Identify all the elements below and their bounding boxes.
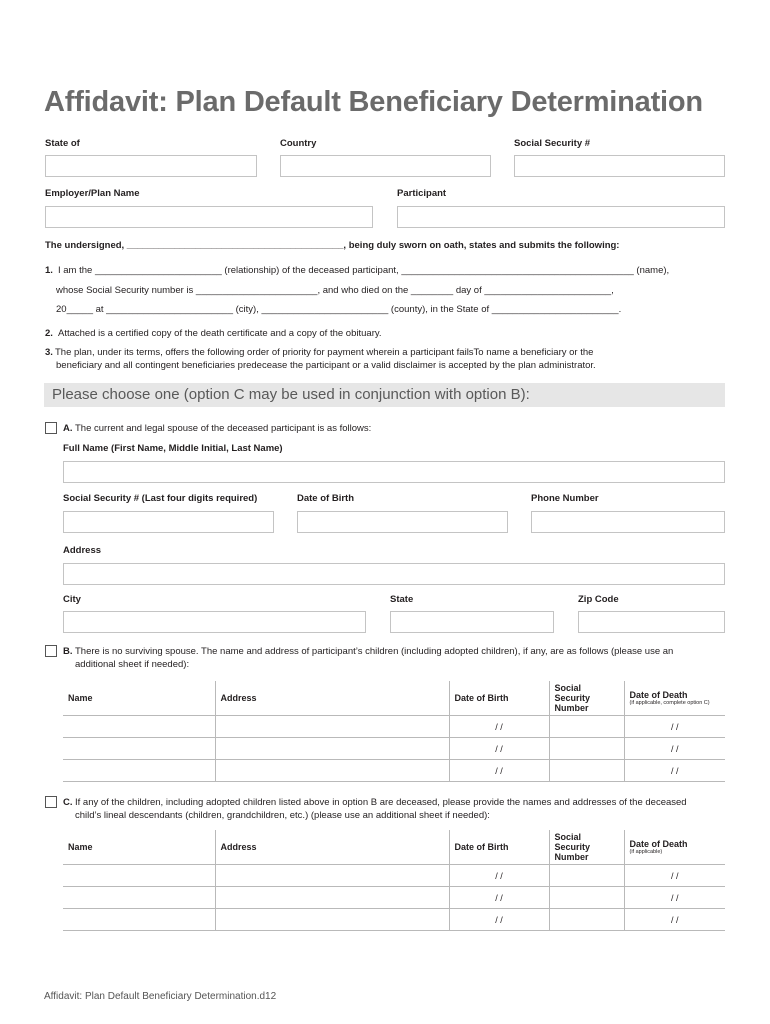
footer-document-id: Affidavit: Plan Default Beneficiary Determination.d12	[44, 991, 277, 1002]
descendant-name-cell[interactable]	[63, 887, 215, 909]
spouse-state-label: State	[390, 594, 414, 605]
spouse-full-name-label: Full Name (First Name, Middle Initial, Last Name)	[63, 443, 283, 454]
child-name-cell[interactable]	[63, 760, 215, 782]
col-header-dod	[624, 830, 725, 865]
col-header-name: Name	[63, 830, 215, 865]
item-2-number: 2.	[45, 328, 53, 339]
child-dod-cell[interactable]: / /	[624, 760, 725, 782]
spouse-zip-label: Zip Code	[578, 594, 619, 605]
col-header-dod-note: (if applicable, complete option C)	[629, 699, 710, 706]
employer-label: Employer/Plan Name	[45, 188, 140, 199]
spouse-dob-label: Date of Birth	[297, 493, 354, 504]
spouse-zip-field[interactable]	[578, 611, 725, 633]
option-a-letter: A.	[63, 423, 73, 434]
item-3-number: 3.	[45, 347, 53, 358]
child-name-cell[interactable]	[63, 738, 215, 760]
spouse-ssn-field[interactable]	[63, 511, 274, 533]
descendant-dod-cell[interactable]: / /	[624, 887, 725, 909]
spouse-address-field[interactable]	[63, 563, 725, 585]
item-1-line-3: 20_____ at ________________________ (city), ________________________ (county), in the State of ________________________.	[56, 304, 622, 315]
col-header-dod-note: (if applicable)	[629, 848, 663, 855]
descendant-name-cell[interactable]	[63, 865, 215, 887]
spouse-ssn-label: Social Security # (Last four digits required)	[63, 493, 258, 504]
table-row	[63, 716, 725, 738]
descendant-dob-cell[interactable]: / /	[449, 865, 549, 887]
descendant-ssn-cell[interactable]	[549, 909, 624, 931]
child-address-cell[interactable]	[215, 716, 449, 738]
choose-option-heading: Please choose one (option C may be used in conjunction with option B):	[52, 386, 530, 403]
option-b-line-1: There is no surviving spouse. The name and address of participant’s children (including adopted children), if any, are as follows (please use an	[75, 646, 674, 657]
child-dod-cell[interactable]: / /	[624, 716, 725, 738]
child-dod-cell[interactable]: / /	[624, 738, 725, 760]
item-1-line-2: whose Social Security number is _______________________, and who died on the ________ day of ________________________,	[56, 285, 614, 296]
option-c-letter: C.	[63, 797, 73, 808]
col-header-address: Address	[215, 830, 449, 865]
spouse-full-name-field[interactable]	[63, 461, 725, 483]
spouse-dob-field[interactable]	[297, 511, 508, 533]
option-c-line-1: If any of the children, including adopted children listed above in option B are deceased, please provide the names and addresses of the deceased	[75, 797, 687, 808]
descendant-dob-cell[interactable]: / /	[449, 887, 549, 909]
option-b-line-2: additional sheet if needed):	[75, 659, 190, 670]
col-header-dod-text: Date of Death	[629, 689, 688, 700]
child-dob-cell[interactable]: / /	[449, 760, 549, 782]
child-ssn-cell[interactable]	[549, 716, 624, 738]
spouse-city-field[interactable]	[63, 611, 366, 633]
descendant-dod-cell[interactable]: / /	[624, 865, 725, 887]
child-address-cell[interactable]	[215, 738, 449, 760]
col-header-dob: Date of Birth	[449, 681, 549, 716]
table-row	[63, 865, 725, 887]
item-1-number: 1.	[45, 265, 53, 276]
child-name-cell[interactable]	[63, 716, 215, 738]
descendant-ssn-cell[interactable]	[549, 887, 624, 909]
child-ssn-cell[interactable]	[549, 738, 624, 760]
page-title: Affidavit: Plan Default Beneficiary Determination	[44, 86, 703, 118]
col-header-name: Name	[63, 681, 215, 716]
descendants-table	[63, 830, 725, 931]
spouse-address-label: Address	[63, 545, 102, 556]
participant-field[interactable]	[397, 206, 725, 228]
option-a-checkbox[interactable]	[45, 422, 57, 434]
item-3-line-1: The plan, under its terms, offers the following order of priority for payment wherein a participant failsTo name a beneficiary or the	[55, 347, 594, 358]
undersigned-statement: The undersigned, _________________________________________, being duly sworn on oath, states and submits the following:	[45, 240, 620, 251]
descendant-address-cell[interactable]	[215, 887, 449, 909]
spouse-state-field[interactable]	[390, 611, 554, 633]
spouse-city-label: City	[63, 594, 81, 605]
children-table	[63, 681, 725, 782]
table-header-row	[63, 830, 725, 865]
descendant-dob-cell[interactable]: / /	[449, 909, 549, 931]
employer-field[interactable]	[45, 206, 373, 228]
participant-label: Participant	[397, 188, 447, 199]
ssn-field[interactable]	[514, 155, 725, 177]
state-field[interactable]	[45, 155, 257, 177]
option-b-checkbox[interactable]	[45, 645, 57, 657]
country-field[interactable]	[280, 155, 491, 177]
descendant-address-cell[interactable]	[215, 909, 449, 931]
table-row	[63, 760, 725, 782]
table-header-row	[63, 681, 725, 716]
state-label: State of	[45, 138, 80, 149]
col-header-dob: Date of Birth	[449, 830, 549, 865]
option-c-line-2: child’s lineal descendants (children, grandchildren, etc.) (please use an additional sheet if needed):	[75, 810, 490, 821]
child-address-cell[interactable]	[215, 760, 449, 782]
descendant-dod-cell[interactable]: / /	[624, 909, 725, 931]
spouse-phone-label: Phone Number	[531, 493, 599, 504]
spouse-phone-field[interactable]	[531, 511, 725, 533]
descendant-name-cell[interactable]	[63, 909, 215, 931]
option-a-text: The current and legal spouse of the deceased participant is as follows:	[75, 423, 372, 434]
col-header-address: Address	[215, 681, 449, 716]
col-header-ssn-text: Social Security Number	[554, 683, 591, 713]
option-c-checkbox[interactable]	[45, 796, 57, 808]
col-header-dod	[624, 681, 725, 716]
item-3-line-2: beneficiary and all contingent beneficiaries predecease the participant or a valid disclaimer is accepted by the plan administrator.	[56, 360, 596, 371]
col-header-ssn	[549, 830, 624, 865]
table-row	[63, 909, 725, 931]
child-dob-cell[interactable]: / /	[449, 716, 549, 738]
col-header-ssn	[549, 681, 624, 716]
col-header-ssn-text: Social Security Number	[554, 832, 591, 862]
option-b-letter: B.	[63, 646, 73, 657]
country-label: Country	[280, 138, 317, 149]
ssn-label: Social Security #	[514, 138, 591, 149]
table-row	[63, 738, 725, 760]
table-row	[63, 887, 725, 909]
child-dob-cell[interactable]: / /	[449, 738, 549, 760]
col-header-dod-text: Date of Death	[629, 838, 688, 849]
item-2-text: Attached is a certified copy of the death certificate and a copy of the obituary.	[58, 328, 382, 339]
child-ssn-cell[interactable]	[549, 760, 624, 782]
item-1-line-1: I am the ________________________ (relationship) of the deceased participant, ____________________________________________ (name),	[58, 265, 670, 276]
descendant-address-cell[interactable]	[215, 865, 449, 887]
descendant-ssn-cell[interactable]	[549, 865, 624, 887]
